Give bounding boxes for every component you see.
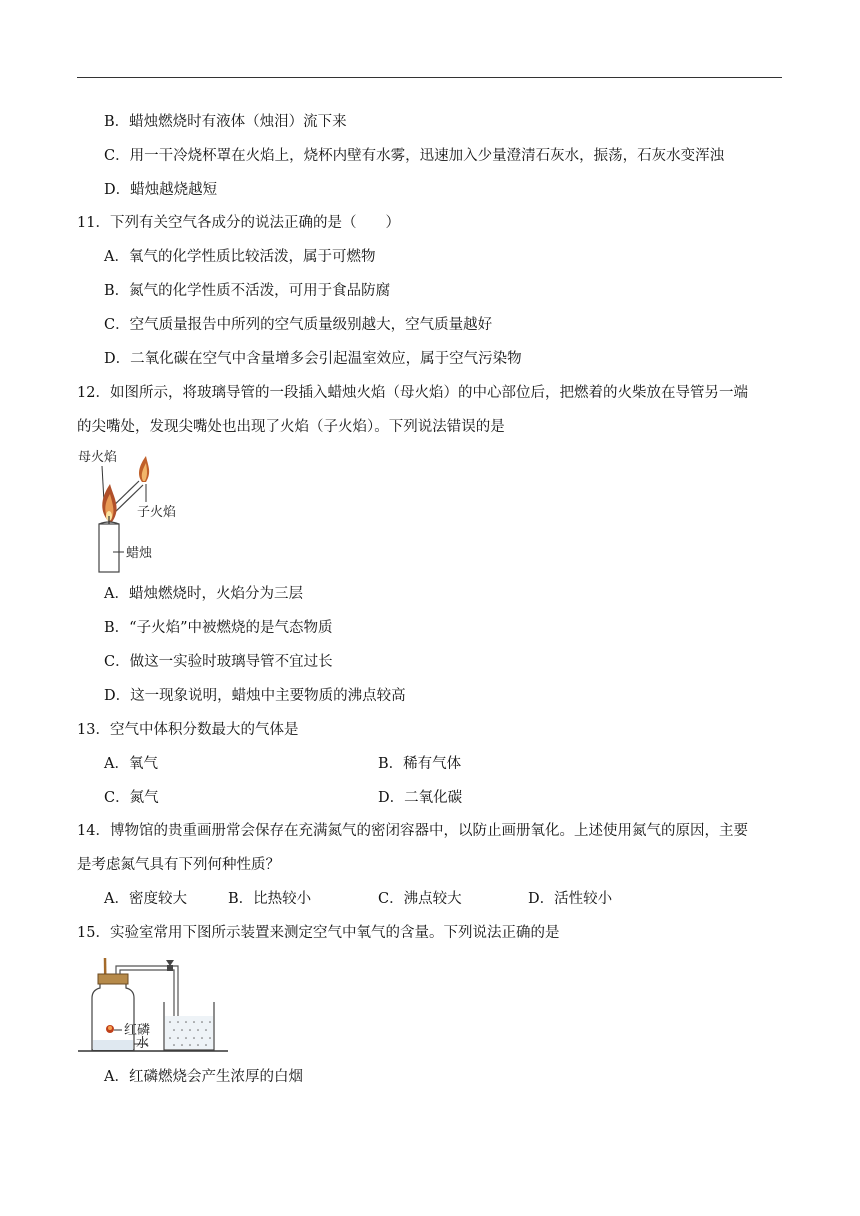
q10-option-d: D．蜡烛越烧越短	[104, 182, 218, 198]
label-red-phosphorus: 红磷	[124, 1023, 151, 1038]
q11-stem: 11．下列有关空气各成分的说法正确的是（ ）	[77, 215, 400, 231]
q14-stem-line2: 是考虑氮气具有下列何种性质？	[77, 857, 280, 873]
q11-option-b: B．氮气的化学性质不活泼，可用于食品防腐	[104, 283, 391, 299]
q12-option-d: D．这一现象说明，蜡烛中主要物质的沸点较高	[104, 688, 406, 704]
q15-stem: 15．实验室常用下图所示装置来测定空气中氧气的含量。下列说法正确的是	[77, 925, 560, 941]
q10-option-c: C．用一干冷烧杯罩在火焰上，烧杯内壁有水雾，迅速加入少量澄清石灰水，振荡，石灰水变浑浊	[104, 148, 725, 164]
q11-option-d: D．二氧化碳在空气中含量增多会引起温室效应，属于空气污染物	[104, 351, 522, 367]
q12-stem-line1: 12．如图所示，将玻璃导管的一段插入蜡烛火焰（母火焰）的中心部位后，把燃着的火柴放在导管另一端	[77, 385, 748, 401]
q13-option-c: C．氮气	[104, 790, 159, 806]
q13-option-b: B．稀有气体	[378, 756, 462, 772]
q12-stem-line2: 的尖嘴处，发现尖嘴处也出现了火焰（子火焰）。下列说法错误的是	[77, 419, 505, 435]
q11-option-a: A．氧气的化学性质比较活泼，属于可燃物	[104, 249, 376, 265]
q13-option-d: D．二氧化碳	[378, 790, 463, 806]
q13-option-a: A．氧气	[104, 756, 158, 772]
q10-option-b: B．蜡烛燃烧时有液体（烛泪）流下来	[104, 114, 347, 130]
q14-option-b: B．比热较小	[228, 891, 312, 907]
label-mother-flame: 母火焰	[78, 450, 118, 465]
q13-stem: 13．空气中体积分数最大的气体是	[77, 722, 299, 738]
q12-option-b: B．“子火焰”中被燃烧的是气态物质	[104, 620, 333, 636]
q14-option-a: A．密度较大	[104, 891, 187, 907]
q11-option-c: C．空气质量报告中所列的空气质量级别越大，空气质量越好	[104, 317, 493, 333]
header-rule	[77, 77, 782, 78]
q14-option-c: C．沸点较大	[378, 891, 462, 907]
label-candle: 蜡烛	[126, 546, 153, 561]
q12-option-c: C．做这一实验时玻璃导管不宜过长	[104, 654, 333, 670]
q12-option-a: A．蜡烛燃烧时，火焰分为三层	[104, 586, 303, 602]
label-child-flame: 子火焰	[137, 505, 177, 520]
label-water: 水	[136, 1036, 150, 1051]
q14-stem-line1: 14．博物馆的贵重画册常会保存在充满氮气的密闭容器中，以防止画册氧化。上述使用氮气的原因，主要	[77, 823, 748, 839]
oxygen-apparatus-figure	[78, 954, 238, 1058]
q14-option-d: D．活性较小	[528, 891, 613, 907]
candle-flame-figure	[76, 444, 206, 576]
q15-option-a: A．红磷燃烧会产生浓厚的白烟	[104, 1069, 303, 1085]
